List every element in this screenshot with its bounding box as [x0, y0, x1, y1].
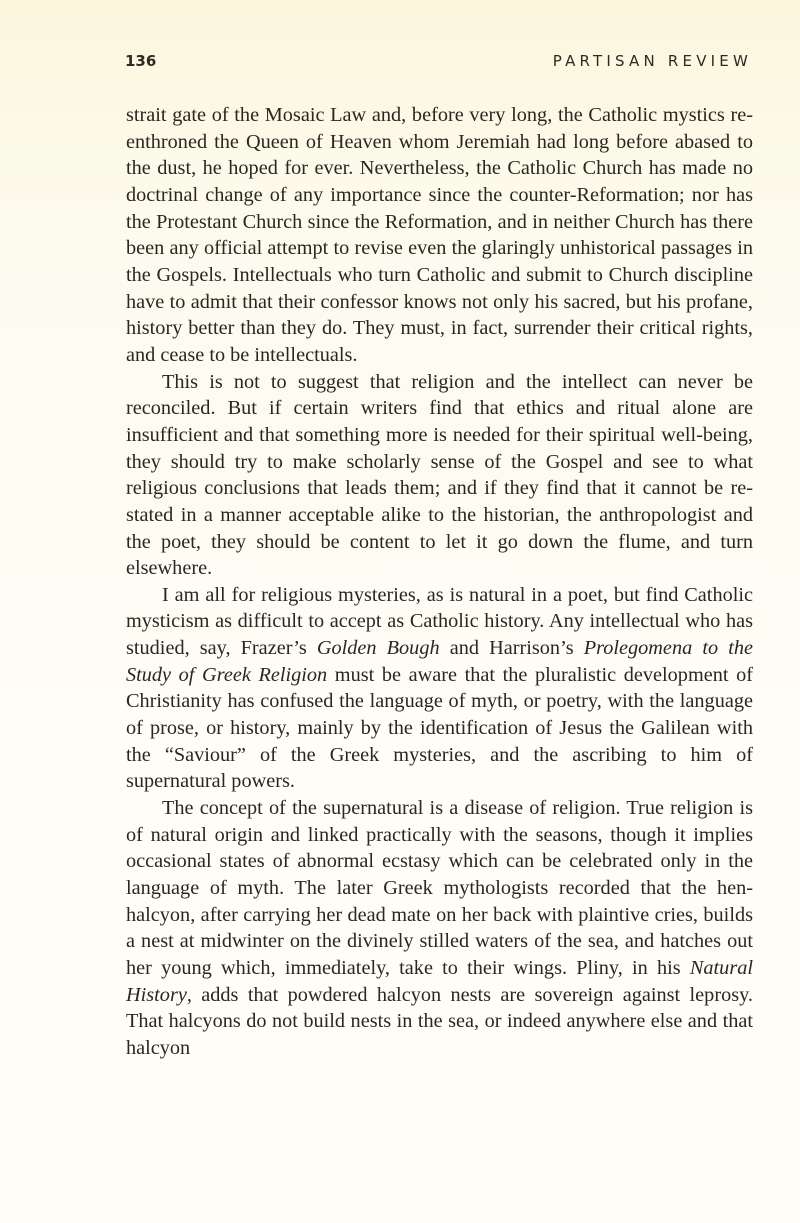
italic-title: Prolegomena to the Study of Greek Religion: [126, 637, 753, 686]
text-run: , adds that powdered halcyon nests are sovereign against leprosy. That halcyons do not build nests in the sea, or indeed anywhere else and that halcyon: [126, 983, 753, 1059]
text-run: I am all for religious mysteries, as is natural in a poet, but find Catholic mysticism as difficult to accept as Catholic history. Any intellectual who has studied, say, Frazer’s: [126, 583, 753, 660]
paragraph: [126, 582, 753, 795]
paragraph: [126, 795, 753, 1062]
body-text: [126, 102, 753, 1062]
text-run: strait gate of the Mosaic Law and, before very long, the Catholic mystics re-enthroned the Queen of Heaven whom Jeremiah had long before abased to the dust, he hoped for ever. Nevertheless, the Catholic Church has made no doctrinal change of any importance since the counter-Reformation; nor has the Protestant Church since the Reformation, and in neither Church has there been any official attempt to revise even the glaringly unhistorical passages in the Gospels. Intellectuals who turn Catholic and submit to Church discipline have to admit that their confessor knows not only his sacred, but his profane, history better than they do. They must, in fact, surrender their critical rights, and cease to be intellectuals.: [126, 104, 753, 366]
italic-title: Golden Bough: [316, 637, 440, 660]
text-run: This is not to suggest that religion and the intellect can never be reconciled. But if certain writers find that ethics and ritual alone are insufficient and that something more is needed for their spiritual well-being, they should try to make scholarly sense of the Gospel and see to what religious conclusions that leads them; and if they find that it cannot be re-stated in a manner acceptable alike to the historian, the anthropologist and the poet, they should be content to let it go down the flume, and turn elsewhere.: [126, 370, 753, 580]
italic-title: Natural History: [126, 957, 753, 1006]
paragraph: [126, 102, 753, 369]
page-number: 136: [125, 52, 157, 70]
running-head: [125, 52, 752, 76]
text-run: and Harrison’s: [439, 637, 584, 660]
text-run: The concept of the supernatural is a disease of religion. True religion is of natural origin and linked practically with the seasons, though it implies occasional states of abnormal ecstasy which can be celebrated only in the language of myth. The later Greek mythologists recorded that the hen-halcyon, after carrying her dead mate on her back with plaintive cries, builds a nest at midwinter on the divinely stilled waters of the sea, and hatches out her young which, immediately, take to their wings. Pliny, in his: [126, 797, 753, 979]
paragraph: [126, 369, 753, 582]
journal-title: PARTISAN REVIEW: [552, 52, 752, 70]
text-run: must be aware that the pluralistic development of Christianity has confused the language of myth, or poetry, with the language of prose, or history, mainly by the identification of Jesus the Galilean with the “Saviour” of the Greek mysteries, and the ascribing to him of supernatural powers.: [126, 663, 754, 793]
